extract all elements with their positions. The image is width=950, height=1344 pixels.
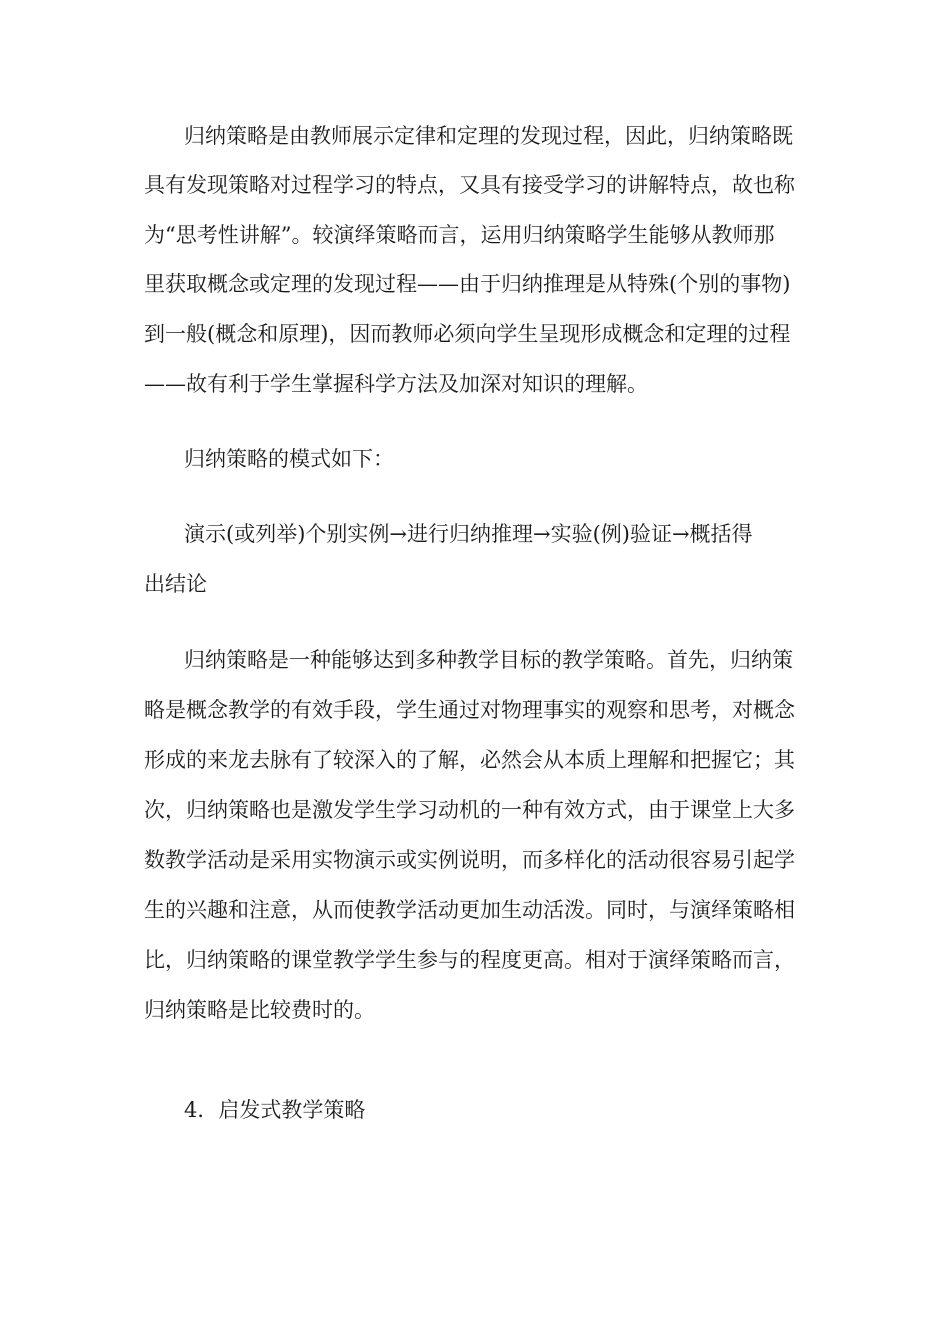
paragraph-4-line-3: 形成的来龙去脉有了较深入的了解，必然会从本质上理解和把握它；其 <box>144 748 795 772</box>
paragraph-1-line-1: 归纳策略是由教师展示定律和定理的发现过程，因此，归纳策略既 <box>184 124 793 148</box>
paragraph-1-line-5: 到一般(概念和原理)，因而教师必须向学生呈现形成概念和定理的过程 <box>144 322 791 346</box>
paragraph-1-line-2: 具有发现策略对过程学习的特点，又具有接受学习的讲解特点，故也称 <box>144 173 795 197</box>
paragraph-4-line-6: 生的兴趣和注意，从而使教学活动更加生动活泼。同时，与演绎策略相 <box>144 898 795 922</box>
paragraph-3-line-1: 演示(或列举)个别实例→进行归纳推理→实验(例)验证→概括得 <box>184 522 753 546</box>
paragraph-1-line-3: 为“思考性讲解”。较演绎策略而言，运用归纳策略学生能够从教师那 <box>144 223 775 247</box>
paragraph-2-line-1: 归纳策略的模式如下： <box>184 447 394 471</box>
paragraph-1-line-6: ——故有利于学生掌握科学方法及加深对知识的理解。 <box>144 372 648 396</box>
paragraph-4-line-5: 数教学活动是采用实物演示或实例说明，而多样化的活动很容易引起学 <box>144 848 795 872</box>
paragraph-4-line-2: 略是概念教学的有效手段，学生通过对物理事实的观察和思考，对概念 <box>144 698 795 722</box>
paragraph-4-line-1: 归纳策略是一种能够达到多种教学目标的教学策略。首先，归纳策 <box>184 648 793 672</box>
paragraph-1-line-4: 里获取概念或定理的发现过程——由于归纳推理是从特殊(个别的事物) <box>144 272 791 296</box>
paragraph-3-line-2: 出结论 <box>144 572 207 596</box>
paragraph-4-line-7: 比，归纳策略的课堂教学学生参与的程度更高。相对于演绎策略而言， <box>144 948 795 972</box>
paragraph-4-line-8: 归纳策略是比较费时的。 <box>144 998 375 1022</box>
paragraph-4-line-4: 次，归纳策略也是激发学生学习动机的一种有效方式，由于课堂上大多 <box>144 798 795 822</box>
section-heading: 4．启发式教学策略 <box>184 1098 366 1122</box>
